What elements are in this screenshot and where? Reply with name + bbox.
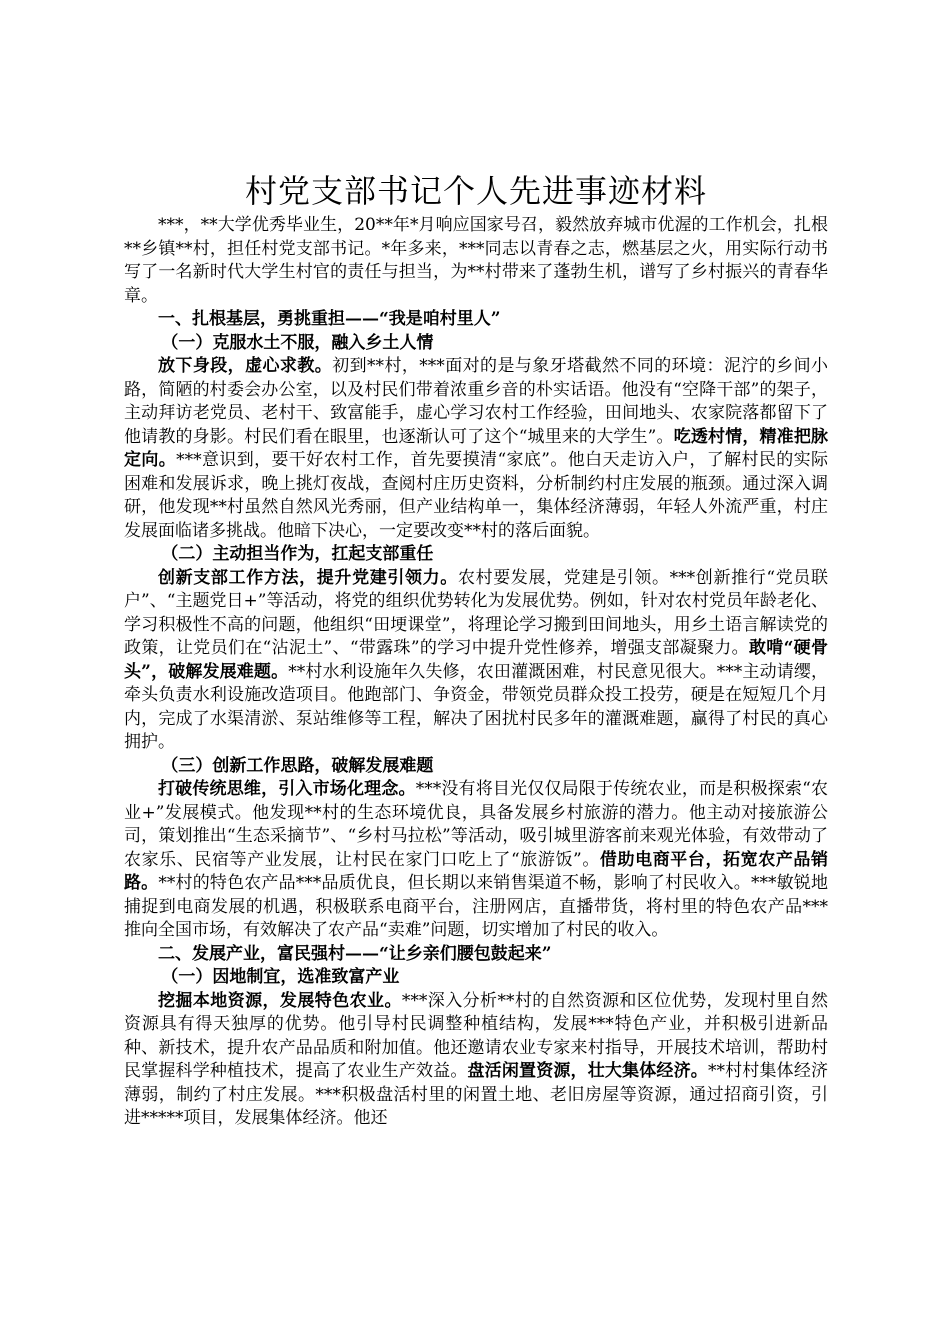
section-1-1-paragraph — [124, 355, 828, 543]
lead-sentence: 打破传统思维，引入市场化理念。 — [158, 779, 416, 799]
section-1-2-paragraph — [124, 567, 828, 755]
lead-sentence: 挖掘本地资源，发展特色农业。 — [158, 990, 402, 1011]
body-text: **村村集体经济薄弱，制约了村庄发展。***积极盘活村里的闲置土地、老旧房屋等资源，通过招商引资，引进*****项目，发展集体经济。他还 — [124, 1061, 829, 1128]
section-1-3-paragraph — [124, 778, 828, 943]
section-1-3-heading: （三）创新工作思路，破解发展难题 — [161, 755, 434, 776]
section-2-1-paragraph — [124, 990, 828, 1131]
section-2-heading: 二、发展产业，富民强村——“让乡亲们腰包鼓起来” — [158, 943, 552, 964]
lead-sentence: 放下身段，虚心求教。 — [158, 356, 333, 376]
lead-sentence: 吃透村情，精准把脉定向。 — [124, 426, 828, 470]
document-title: 村党支部书记个人先进事迹材料 — [244, 172, 707, 210]
body-text: **村水利设施年久失修，农田灌溉困难，村民意见很大。***主动请缨，牵头负责水利设施改造项目。他跑部门、争资金，带领党员群众投工投劳，硬是在短短几个月内，完成了水渠清淤、泵站维修等工程，解决了困扰村民多年的灌溉难题，赢得了村民的真心拥护。 — [124, 661, 829, 752]
intro-paragraph: ***，**大学优秀毕业生，20**年*月响应国家号召，毅然放弃城市优渥的工作机会，扎根**乡镇**村，担任村党支部书记。*年多来，***同志以青春之志，燃基层之火，用实际行动书写了一名新时代大学生村官的责任与担当，为**村带来了蓬勃生机，谱写了乡村振兴的青春华章。 — [124, 215, 828, 306]
body-text: ***没有将目光仅仅局限于传统农业，而是积极探索“农业+”发展模式。他发现**村的生态环境优良，具备发展乡村旅游的潜力。他主动对接旅游公司，策划推出“生态采摘节”、“乡村马拉松”等活动，吸引城里游客前来观光体验，有效带动了农家乐、民宿等产业发展，让村民在家门口吃上了“旅游饭”。 — [124, 779, 828, 870]
body-text: ***深入分析**村的自然资源和区位优势，发现村里自然资源具有得天独厚的优势。他引导村民调整种植结构，发展***特色产业，并积极引进新品种、新技术，提升农产品品质和附加值。他还邀请农业专家来村指导，开展技术培训，帮助村民掌握科学种植技术，提高了农业生产效益。 — [124, 990, 829, 1081]
section-2-1-heading: （一）因地制宜，选准致富产业 — [161, 967, 400, 987]
lead-sentence: 借助电商平台，拓宽农产品销路。 — [124, 849, 829, 893]
document-page — [124, 168, 828, 1131]
section-1-2-heading: （二）主动担当作为，扛起支部重任 — [161, 544, 434, 564]
lead-sentence: 敢啃“硬骨头”，破解发展难题。 — [124, 638, 828, 682]
body-text: 初到**村，***面对的是与象牙塔截然不同的环境：泥泞的乡间小路，简陋的村委会办公室，以及村民们带着浓重乡音的朴实话语。他没有“空降干部”的架子，主动拜访老党员、老村干、致富能手，虚心学习农村工作经验，田间地头、农家院落都留下了他请教的身影。村民们看在眼里，也逐渐认可了这个“城里来的大学生”。 — [124, 356, 829, 447]
body-text: **村的特色农产品***品质优良，但长期以来销售渠道不畅，影响了村民收入。***敏锐地捕捉到电商发展的机遇，积极联系电商平台，注册网店，直播带货，将村里的特色农产品***推向全国市场，有效解决了农产品“卖难”问题，切实增加了村民的收入。 — [124, 873, 828, 940]
section-1-heading: 一、扎根基层，勇挑重担——“我是咱村里人” — [158, 309, 501, 329]
lead-sentence: 盘活闲置资源，壮大集体经济。 — [467, 1061, 708, 1081]
body-text: 农村要发展，党建是引领。***创新推行“党员联户”、“主题党日+”等活动，将党的组织优势转化为发展优势。例如，针对农村党员年龄老化、学习积极性不高的问题，他组织“田埂课堂”，将理论学习搬到田间地头，用乡土语言解读党的政策，让党员们在“沾泥土”、“带露珠”的学习中提升党性修养，增强支部凝聚力。 — [124, 567, 828, 658]
body-text: ***意识到，要干好农村工作，首先要摸清“家底”。他白天走访入户，了解村民的实际困难和发展诉求，晚上挑灯夜战，查阅村庄历史资料，分析制约村庄发展的瓶颈。通过深入调研，他发现**村虽然自然风光秀丽，但产业结构单一，集体经济薄弱，年轻人外流严重，村庄发展面临诸多挑战。他暗下决心，一定要改变**村的落后面貌。 — [124, 450, 828, 541]
lead-sentence: 创新支部工作方法，提升党建引领力。 — [158, 567, 458, 588]
section-1-1-heading: （一）克服水土不服，融入乡土人情 — [161, 332, 434, 353]
